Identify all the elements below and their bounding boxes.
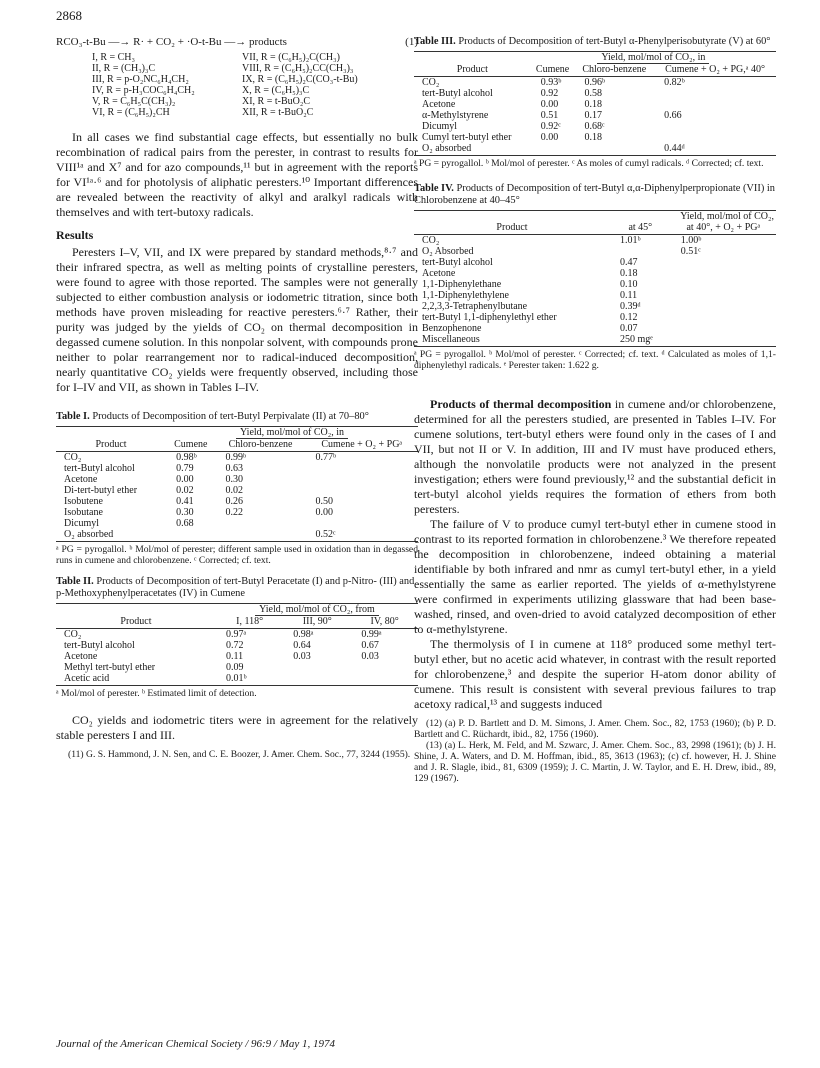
value-cell	[306, 474, 419, 485]
table-row	[414, 257, 776, 268]
radical-definition: V, R = C₆H₅C(CH₃)₂	[92, 96, 176, 107]
results-paragraph: Peresters I–V, VII, and IX were prepared by standard methods,⁸·⁷ and their infrared spectra, as well as melting points of crystalline peresters, were found to agree with those reported. The samples were not generally subjected to either combustion analysis or iodometric titration, since both methods have proven misleading for reactive peresters.⁶·⁷ Rather, their purity was judged by the yields of CO₂ on thermal decomposition in degassed cumene solution. In this nonpolar solvent, with compounds prone neither to polar rearrangement nor to radical-induced decomposition, nearly quantitative CO₂ yields were frequently observed, including those for I–IV and VII, as shown in Tables I–IV.	[56, 245, 418, 394]
table-row	[56, 629, 418, 641]
table1-span-header: Yield, mol/mol of CO₂, in	[236, 427, 348, 439]
intro-paragraph: In all cases we find substantial cage effects, but essentially no bulk recombination of radical pairs from the perester, in contrast to results for VIII¹ᵃ and X⁷ and for azo compounds,¹¹ but in agreement with the reports for VI¹ᵃ·⁶ and for photolysis of aliphatic peresters.¹⁰ Important differences are revealed between the reactivity of alkyl and aralkyl radicals with themselves and with tert-butoxy radicals.	[56, 130, 418, 219]
radical-list	[56, 52, 418, 118]
value-cell: 0.17	[584, 110, 602, 121]
product-cell: tert-Butyl 1,1-diphenylethyl ether	[422, 312, 557, 323]
table4-notes: ᵃ PG = pyrogallol. ᵇ Mol/mol of perester. ᶜ Corrected; cf. text. ᵈ Calculated as moles of 1,1-diphenylethyl radicals. ᵉ Perester taken: 1.622 g.	[414, 349, 776, 371]
product-cell: Cumyl tert-butyl ether	[422, 132, 512, 143]
table-row	[56, 529, 418, 542]
value-cell: 0.98ᵇ	[176, 452, 197, 463]
value-cell	[654, 121, 776, 132]
journal-footer: Journal of the American Chemical Society / 96:9 / May 1, 1974	[56, 1038, 336, 1050]
value-cell: 0.51ᶜ	[680, 246, 701, 257]
value-cell	[671, 290, 776, 301]
equation-text: RCO₃-t-Bu —→ R· + CO₂ + ·O-t-Bu —→ products	[56, 36, 287, 48]
column-header: Product	[414, 64, 531, 77]
value-cell: 0.63	[225, 463, 244, 474]
value-cell	[671, 268, 776, 279]
value-cell: 0.03	[361, 651, 379, 662]
table3-title: Products of Decomposition of tert-Butyl α-Phenylperisobutyrate (V) at 60°	[458, 36, 771, 47]
column-header: Cumene	[531, 64, 575, 77]
value-cell: 0.18	[584, 99, 602, 110]
product-cell: 1,1-Diphenylethylene	[422, 290, 509, 301]
product-cell: Acetone	[422, 99, 456, 110]
table-row	[56, 507, 418, 518]
value-cell: 0.18	[584, 132, 602, 143]
value-cell: 0.00	[315, 507, 333, 518]
table-row	[56, 452, 418, 464]
product-cell: Acetic acid	[56, 673, 216, 686]
table-row	[56, 474, 418, 485]
thermolysis-paragraph: The thermolysis of I in cumene at 118° produced some methyl tert-butyl ether, but no acetic acid whatever, in contrast with the result reported for chlorobenzene,³ and despite the superior H-atom donor ability of cumene. This result is consistent with several previous failures to trap acetoxy radical,¹³ and suggests induced	[414, 637, 776, 711]
value-cell: 250 mgᵉ	[610, 334, 671, 347]
value-cell	[306, 485, 419, 496]
failure-paragraph: The failure of V to produce cumyl tert-butyl ether in cumene stood in contrast to its reported formation in chlorobenzene.³ We therefore repeated the decomposition in chlorobenzene, indeed obtaining a material identifiable by both infrared and nmr as cumyl tert-butyl ether, in a yield essentially the same as earlier reported. The yields of α-methylstyrene were confirmed in experiments utilizing glassware that had been base-washed, rinsed, and oven-dried to avoid catalyzed decomposition of ether to α-methylstyrene.	[414, 517, 776, 636]
table4-title: Products of Decomposition of tert-Butyl α,α-Diphenylperpropionate (VII) in Chlorobenzene at 40–45°	[414, 183, 775, 206]
radical-list-col2	[242, 52, 418, 118]
product-cell: O₂ absorbed	[56, 529, 166, 542]
table2-label: Table II.	[56, 576, 94, 587]
value-cell: 0.66	[664, 110, 682, 121]
reference-entry: (13) (a) L. Herk, M. Feld, and M. Szwarc, J. Amer. Chem. Soc., 83, 2998 (1961); (b) J. H. Shine, J. A. Waters, and D. M. Hoffman, ibid., 85, 3613 (1963); (c) cf. however, H. J. Shine and J. R. Slagle, ibid., 81, 6309 (1959); J. C. Martin, J. W. Taylor, and E. H. Drew, ibid., 89, 129 (1967).	[414, 740, 776, 784]
table-row	[414, 301, 776, 312]
thermal-heading: Products of thermal decomposition	[430, 397, 612, 411]
value-cell: 0.64	[293, 640, 311, 651]
table-row	[414, 290, 776, 301]
value-cell: 0.00	[176, 474, 194, 485]
reaction-equation	[56, 36, 418, 48]
table-row	[414, 121, 776, 132]
value-cell: 0.44ᵈ	[654, 143, 776, 156]
radical-definition: III, R = p-O₂NC₆H₄CH₂	[92, 74, 189, 85]
column-header: Product	[56, 439, 166, 452]
table1-notes: ᵃ PG = pyrogallol. ᵇ Mol/mol of perester; different sample used in oxidation than in degassed runs in cumene and chlorobenzene. ᶜ Corrected; cf. text.	[56, 544, 418, 566]
column-header: Cumene + O₂ + PGᵃ	[306, 439, 419, 452]
value-cell: 0.47	[619, 257, 638, 268]
table-row	[56, 518, 418, 529]
value-cell: 0.00	[540, 99, 559, 110]
value-cell: 0.51	[540, 110, 559, 121]
value-cell: 0.99ᵃ	[361, 629, 382, 640]
column-header: Product	[414, 222, 610, 235]
table4-caption	[414, 183, 776, 207]
value-cell: 0.11	[225, 651, 244, 662]
value-cell: 0.02	[225, 485, 244, 496]
table-row	[56, 662, 418, 673]
product-cell: Isobutene	[64, 496, 103, 507]
results-heading: Results	[56, 228, 94, 242]
value-cell: 0.22	[225, 507, 244, 518]
value-cell: 0.09	[225, 662, 244, 673]
left-column	[56, 36, 418, 760]
column-header: at 40°, + O₂ + PGᵃ	[671, 222, 776, 235]
radical-definition: VIII, R = (C₆H₅)₂CC(CH₃)₃	[242, 63, 354, 74]
product-cell: Isobutane	[64, 507, 103, 518]
value-cell	[671, 257, 776, 268]
value-cell	[351, 673, 418, 686]
column-header: Cumene + O₂ + PG,ᵃ 40°	[654, 64, 776, 77]
value-cell	[531, 143, 575, 156]
table-row	[56, 640, 418, 651]
column-header: Product	[56, 616, 216, 629]
radical-definition: XII, R = t-BuO₂C	[242, 107, 314, 118]
table2	[56, 603, 418, 686]
value-cell	[654, 132, 776, 143]
column-header: III, 90°	[283, 616, 351, 629]
value-cell: 0.30	[176, 507, 194, 518]
table3	[414, 51, 776, 156]
value-cell	[306, 518, 419, 529]
value-cell	[671, 323, 776, 334]
value-cell: 0.92	[540, 88, 559, 99]
column-header: IV, 80°	[351, 616, 418, 629]
value-cell: 0.58	[584, 88, 602, 99]
table3-caption	[414, 36, 776, 48]
table4	[414, 210, 776, 347]
product-cell: Dicumyl	[422, 121, 457, 132]
table-row	[414, 235, 776, 247]
table1-caption	[56, 411, 418, 423]
product-cell: Dicumyl	[64, 518, 99, 529]
value-cell: 0.10	[619, 279, 638, 290]
table1-title: Products of Decomposition of tert-Butyl Perpivalate (II) at 70–80°	[92, 411, 369, 422]
product-cell: Miscellaneous	[414, 334, 610, 347]
value-cell: 0.26	[225, 496, 244, 507]
value-cell	[671, 334, 776, 347]
table2-title: Products of Decomposition of tert-Butyl Peracetate (I) and p-Nitro- (III) and p-Methoxyphenylperacetates (IV) in Cumene	[56, 576, 415, 599]
column-header: at 45°	[610, 222, 671, 235]
table3-notes: ᵃ PG = pyrogallol. ᵇ Mol/mol of perester. ᶜ As moles of cumyl radicals. ᵈ Corrected; cf. text.	[414, 158, 764, 169]
product-cell: tert-Butyl alcohol	[422, 257, 493, 268]
value-cell	[283, 673, 351, 686]
product-cell: Acetone	[422, 268, 456, 279]
product-cell: α-Methylstyrene	[422, 110, 489, 121]
value-cell	[166, 529, 215, 542]
value-cell: 0.07	[619, 323, 638, 334]
table-row	[414, 143, 776, 156]
right-column	[414, 36, 776, 784]
radical-list-col1	[56, 52, 242, 118]
value-cell	[671, 312, 776, 323]
value-cell: 0.97ᵃ	[225, 629, 247, 640]
column-header: Chloro-benzene	[574, 64, 654, 77]
product-cell: tert-Butyl alcohol	[64, 463, 135, 474]
value-cell: 0.18	[619, 268, 638, 279]
radical-definition: X, R = (C₆H₅)₃C	[242, 85, 310, 96]
table-row	[414, 77, 776, 89]
value-cell: 1.00ᵇ	[680, 235, 702, 246]
table3-span-header: Yield, mol/mol of CO₂, in	[597, 52, 709, 64]
value-cell: 0.92ᶜ	[540, 121, 561, 132]
table1	[56, 426, 418, 542]
product-cell: 2,2,3,3-Tetraphenylbutane	[422, 301, 528, 312]
product-cell: O₂ absorbed	[414, 143, 531, 156]
table-row	[414, 279, 776, 290]
radical-definition: VI, R = (C₆H₅)₂CH	[92, 107, 170, 118]
table3-label: Table III.	[414, 36, 456, 47]
value-cell: 0.01ᵇ	[216, 673, 283, 686]
value-cell	[654, 99, 776, 110]
table-row	[414, 132, 776, 143]
value-cell	[610, 246, 671, 257]
value-cell	[351, 662, 418, 673]
value-cell	[654, 88, 776, 99]
value-cell: 0.96ᵇ	[584, 77, 606, 88]
radical-definition: XI, R = t-BuO₂C	[242, 96, 311, 107]
value-cell: 0.67	[361, 640, 379, 651]
value-cell	[216, 518, 306, 529]
value-cell: 0.68ᶜ	[584, 121, 605, 132]
value-cell: 0.12	[619, 312, 638, 323]
value-cell: 0.79	[176, 463, 194, 474]
reference-entry: (12) (a) P. D. Bartlett and D. M. Simons, J. Amer. Chem. Soc., 82, 1753 (1960); (b) P. D. Bartlett and C. Rüchardt, ibid., 82, 1756 (1960).	[414, 718, 776, 740]
table-row	[414, 312, 776, 323]
footnote-11: (11) G. S. Hammond, J. N. Sen, and C. E. Boozer, J. Amer. Chem. Soc., 77, 3244 (1955).	[68, 749, 411, 760]
table-row	[414, 110, 776, 121]
radical-definition: II, R = (CH₃)₃C	[92, 63, 156, 74]
product-cell: 1,1-Diphenylethane	[422, 279, 502, 290]
value-cell	[574, 143, 654, 156]
table-row	[414, 323, 776, 334]
value-cell: 0.41	[176, 496, 194, 507]
product-cell: Acetone	[64, 651, 98, 662]
column-header: Cumene	[166, 439, 215, 452]
thermal-text: in cumene and/or chlorobenzene, determined for all the peresters studied, are presented in Tables I–IV. For cumene solutions, tert-butyl ethers were found only in the cases of I and VII, but not II or V. In addition, III and IV must have produced ethers, although the nonvolatile products were not analyzed in the present investigation; ethers were found previously,¹² and the substantial deficit in tert-butyl alcohol yields requires the formation of ethers from both peresters.	[414, 397, 777, 516]
table-row	[414, 246, 776, 257]
value-cell: 0.39ᵈ	[619, 301, 641, 312]
product-cell: CO₂	[422, 77, 440, 88]
column-header: Chloro-benzene	[216, 439, 306, 452]
radical-definition: VII, R = (C₆H₅)₂C(CH₃)	[242, 52, 340, 63]
closing-paragraph: CO₂ yields and iodometric titers were in agreement for the relatively stable peresters I and III.	[56, 713, 418, 742]
table-row	[56, 463, 418, 474]
value-cell	[671, 279, 776, 290]
value-cell: 0.68	[176, 518, 194, 529]
product-cell: CO₂	[422, 235, 440, 246]
equation-number: (1)	[405, 36, 418, 48]
table4-label: Table IV.	[414, 183, 454, 194]
radical-definition: IV, R = p-H₃COC₆H₄CH₂	[92, 85, 195, 96]
radical-definition: IX, R = (C₆H₅)₂C(CO₃-t-Bu)	[242, 74, 358, 85]
value-cell: 0.82ᵇ	[664, 77, 685, 88]
thermal-paragraph	[414, 397, 776, 517]
product-cell: tert-Butyl alcohol	[422, 88, 493, 99]
product-cell: tert-Butyl alcohol	[64, 640, 135, 651]
table-row	[56, 673, 418, 686]
product-cell: Methyl tert-butyl ether	[64, 662, 156, 673]
value-cell: 0.77ᵇ	[315, 452, 337, 463]
value-cell: 0.30	[225, 474, 244, 485]
table-row	[56, 651, 418, 662]
product-cell: Benzophenone	[422, 323, 482, 334]
product-cell: Acetone	[64, 474, 98, 485]
table-row	[414, 99, 776, 110]
product-cell: CO₂	[64, 452, 82, 463]
value-cell: 1.01ᵇ	[619, 235, 641, 246]
value-cell	[306, 463, 419, 474]
table2-caption	[56, 576, 418, 600]
page-number: 2868	[56, 8, 82, 23]
value-cell: 0.52ᶜ	[306, 529, 419, 542]
table-row	[56, 485, 418, 496]
table-row	[414, 268, 776, 279]
table1-label: Table I.	[56, 411, 90, 422]
value-cell	[216, 529, 306, 542]
value-cell: 0.50	[315, 496, 333, 507]
table2-span-header: Yield, mol/mol of CO₂, from	[255, 604, 379, 616]
value-cell: 0.99ᵇ	[225, 452, 247, 463]
references	[414, 718, 776, 784]
value-cell: 0.98ᵃ	[293, 629, 314, 640]
value-cell	[671, 301, 776, 312]
product-cell: O₂ Absorbed	[422, 246, 474, 257]
table-row	[414, 334, 776, 347]
value-cell: 0.11	[619, 290, 638, 301]
value-cell: 0.72	[225, 640, 244, 651]
value-cell: 0.93ᵇ	[540, 77, 562, 88]
table-row	[56, 496, 418, 507]
table2-notes: ᵃ Mol/mol of perester. ᵇ Estimated limit of detection.	[56, 688, 257, 699]
table-row	[414, 88, 776, 99]
radical-definition: I, R = CH₃	[92, 52, 136, 63]
value-cell: 0.03	[293, 651, 311, 662]
table4-span-header: Yield, mol/mol of CO₂,	[680, 211, 774, 222]
product-cell: Di-tert-butyl ether	[64, 485, 138, 496]
column-header: I, 118°	[216, 616, 283, 629]
product-cell: CO₂	[64, 629, 82, 640]
value-cell: 0.00	[540, 132, 559, 143]
value-cell: 0.02	[176, 485, 194, 496]
value-cell	[283, 662, 351, 673]
